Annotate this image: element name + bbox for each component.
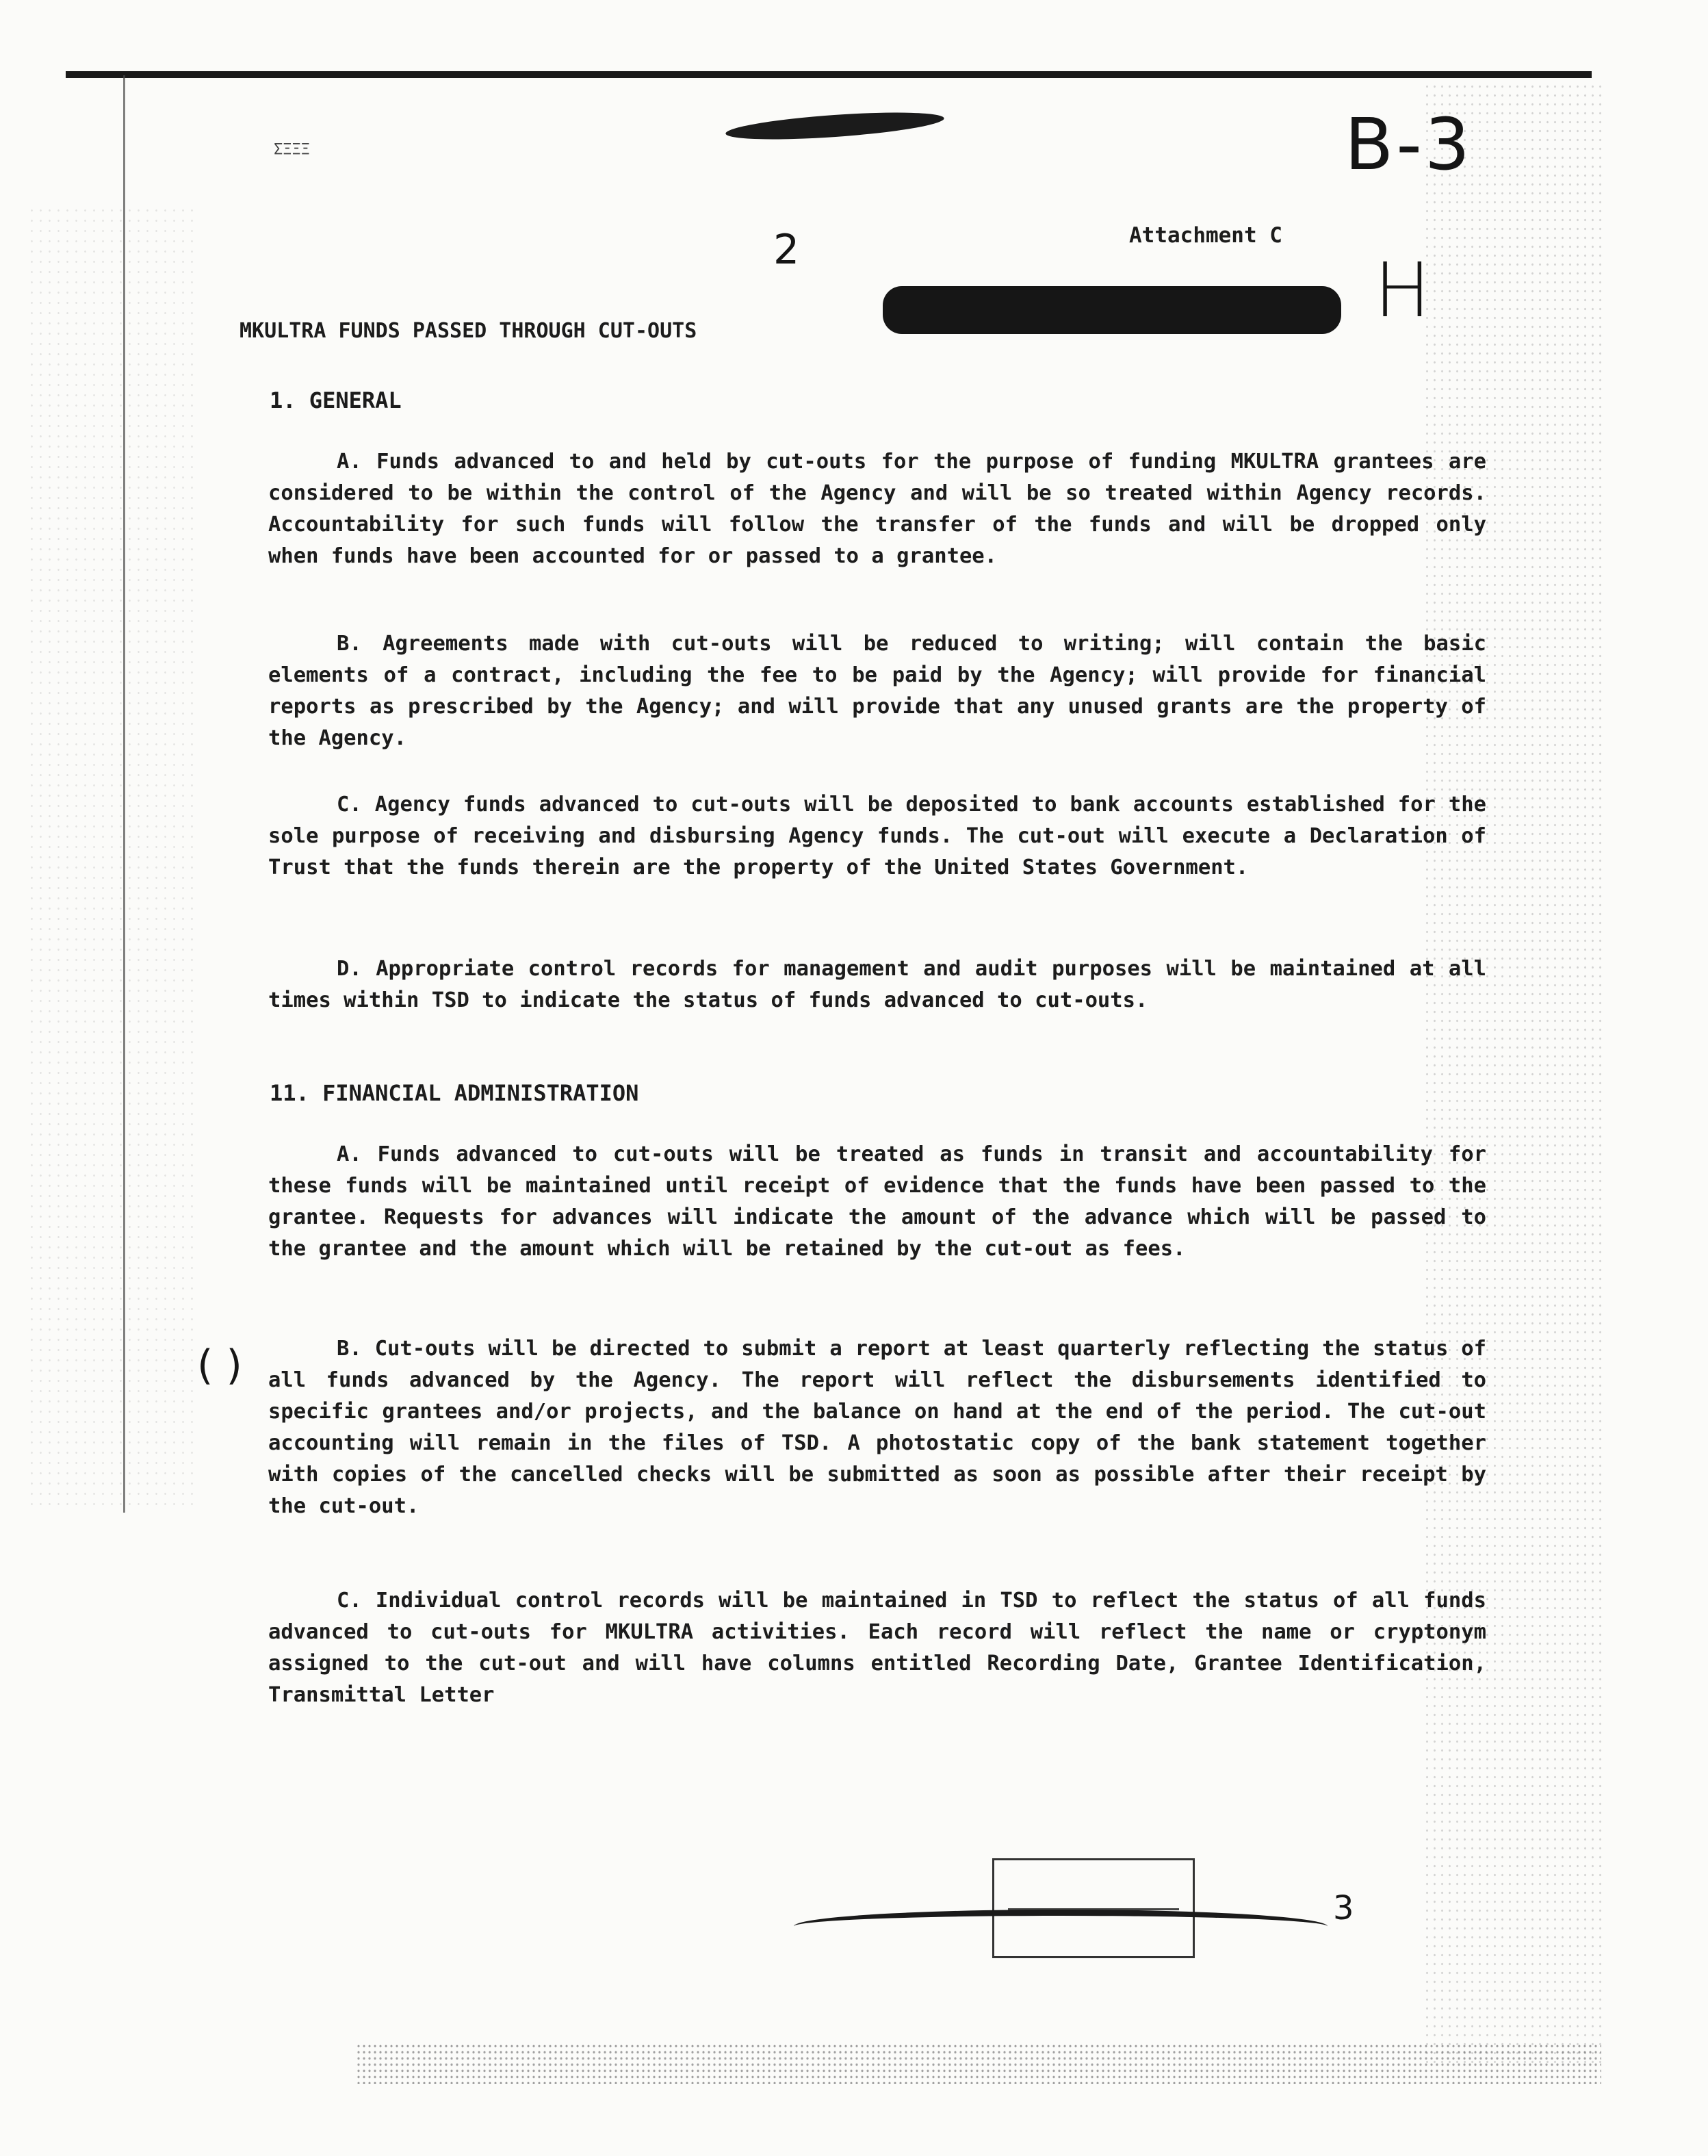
- scan-noise-right: [1423, 82, 1601, 2067]
- scan-noise-left: [27, 205, 198, 1506]
- paragraph-2c: C. Individual control records will be maintained in TSD to reflect the status of all funds advanced to cut-outs for MKULTRA activities. Each record will reflect the name or cryptonym assigned to the cut-out and will have columns entitled Recording Date, Grantee Identification, Transmittal Letter: [268, 1589, 1486, 1707]
- section-heading-financial: 11. FINANCIAL ADMINISTRATION: [270, 1080, 639, 1106]
- handwritten-page-number: 3: [1333, 1889, 1354, 1927]
- handwritten-bracket-number: 2: [773, 226, 800, 274]
- section-heading-general: 1. GENERAL: [270, 387, 402, 413]
- footer-pen-stroke: [794, 1910, 1328, 1943]
- paragraph-1c: C. Agency funds advanced to cut-outs will be deposited to bank accounts established for the sole purpose of receiving and disbursing Agency funds. The cut-out will execute a Declaration of Trust that the funds therein are the property of the United States Government.: [268, 793, 1486, 880]
- redaction-bar-top: [725, 107, 944, 144]
- paragraph-2a: A. Funds advanced to cut-outs will be treated as funds in transit and accountability for these funds will be maintained until receipt of evidence that the funds have been passed to the grantee. Requests for advances will indicate the amount of the advance which will be passed to the grantee and the amount which will be retained by the cut-out as fees.: [268, 1142, 1486, 1261]
- attachment-label: Attachment C: [1129, 223, 1282, 248]
- scan-bottom-band: [356, 2043, 1601, 2084]
- header-stamp: ΣΞΞΞ: [274, 141, 310, 158]
- handwritten-margin-paren: ( ): [197, 1342, 242, 1389]
- paragraph-1b: B. Agreements made with cut-outs will be reduced to writing; will contain the basic elements of a contract, including the fee to be paid by the Agency; will provide for financial reports as prescribed by the Agency; and will provide that any unused grants are the property of the Agency.: [268, 632, 1486, 750]
- handwritten-code: B-3: [1345, 103, 1473, 186]
- paragraph-1a: A. Funds advanced to and held by cut-outs for the purpose of funding MKULTRA grantees are considered to be within the control of the Agency and will be so treated within Agency records. Accountability for such funds will follow the transfer of the funds and will be dropped only when funds have been accounted for or passed to a grantee.: [268, 450, 1486, 568]
- paragraph-1d: D. Appropriate control records for management and audit purposes will be maintained at all times within TSD to indicate the status of funds advanced to cut-outs.: [268, 957, 1486, 1012]
- scan-top-border: [66, 71, 1592, 78]
- paragraph-2b: B. Cut-outs will be directed to submit a report at least quarterly reflecting the status of all funds advanced by the Agency. The report will reflect the disbursements identified to specific grantees and/or projects, and the balance on hand at the end of the period. The cut-out accounting will remain in the files of TSD. A photostatic copy of the bank statement together with copies of the cancelled checks will be submitted as soon as possible after their receipt by the cut-out.: [268, 1337, 1486, 1518]
- footer-stamp-box: [992, 1858, 1195, 1958]
- document-title: MKULTRA FUNDS PASSED THROUGH CUT-OUTS: [240, 319, 697, 343]
- handwritten-letter: H: [1374, 246, 1431, 334]
- scan-left-edge: [123, 75, 125, 1513]
- redaction-bar-title: [883, 286, 1341, 334]
